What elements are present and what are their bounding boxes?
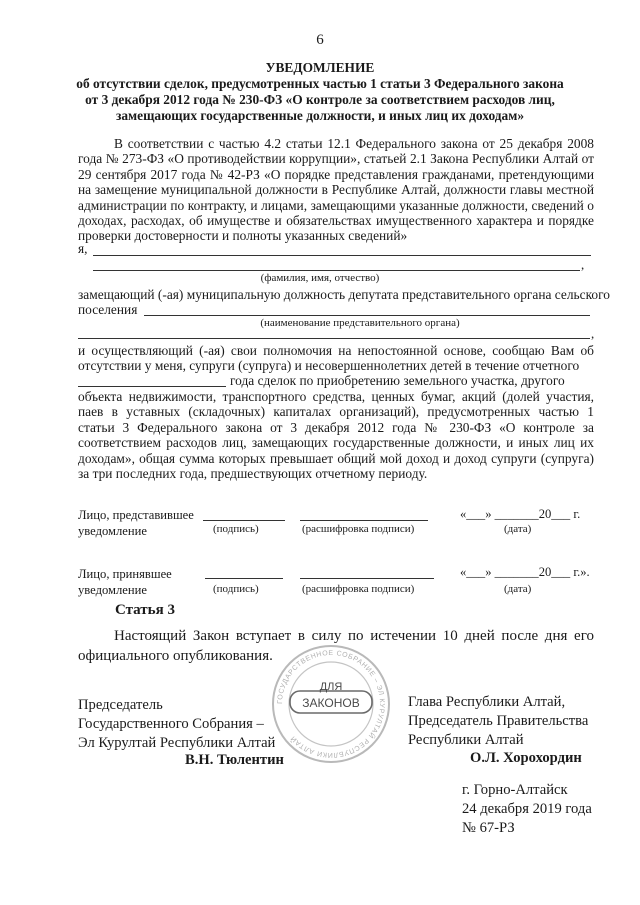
adoption-date: 24 декабря 2019 года [462,801,592,817]
official-stamp [270,643,392,765]
notice-subtitle-line-1: об отсутствии сделок, предусмотренных частью 1 статьи 3 Федерального закона [76,76,564,91]
submitter-signature-line [203,520,285,521]
left-signatory-line-1: Председатель [78,697,163,713]
receiver-caption-signature: (подпись) [213,583,259,595]
submitter-decode-line [300,520,428,521]
fio-comma: , [581,257,585,272]
left-signatory-line-2: Государственного Собрания – [78,716,264,732]
right-signatory-line-2: Председатель Правительства [408,713,589,729]
fio-line-2 [93,270,580,271]
submitter-label-1: Лицо, представившее [78,508,194,522]
caption-fio: (фамилия, имя, отчество) [260,272,380,284]
stamp-word-2: ЗАКОНОВ [302,696,360,710]
receiver-date: «___» _______20___ г.». [460,565,590,579]
position-line: замещающий (-ая) муниципальную должность депутата представительного органа сельского [78,287,610,302]
final-provision: Настоящий Закон вступает в силу по истечении 10 дней после дня его официального опубликования. [78,628,594,664]
place: г. Горно-Алтайск [462,782,568,798]
receiver-label-1: Лицо, принявшее [78,567,172,581]
stamp-word-1: ДЛЯ [319,681,343,693]
submitter-date: «___» _______20___ г. [460,507,581,521]
law-number: № 67-РЗ [462,820,515,836]
body-paragraph-part-1: и осуществляющий (-ая) свои полномочия на непостоянной основе, сообщаю Вам об отсутствии у меня, супруги (супруга) и несовершеннолетних детей в течение отчетного [78,343,594,374]
organ-comma: , [591,326,595,341]
submitter-caption-decode: (расшифровка подписи) [302,523,415,535]
receiver-label-2: уведомление [78,583,147,597]
ya-label: я, [78,241,88,256]
caption-organ: (наименование представительного органа) [260,317,460,329]
settlement-label: поселения [78,302,138,317]
notice-title: УВЕДОМЛЕНИЕ [265,60,375,75]
period-line [78,386,226,387]
page-number: 6 [316,32,324,48]
intro-paragraph: В соответствии с частью 4.2 статьи 12.1 Федерального закона от 25 декабря 2008 года № 273-ФЗ «О противодействии коррупции», статьей 2.1 Закона Республики Алтай от 29 сентября 2017 года № 42-РЗ «О порядке представления гражданами, претендующими на замещение муниципальной должности в Республике Алтай, должности главы местной администрации по контракту, и лицами, замещающими указанные должности, сведений о доходах, расходах, об имуществе и обязательствах имущественного характера и порядке проверки достоверности и полноты указанных сведений» [78,136,594,244]
article-heading: Статья 3 [115,602,175,618]
submitter-caption-signature: (подпись) [213,523,259,535]
left-signatory-line-3: Эл Курултай Республики Алтай [78,735,276,751]
right-signatory-name: О.Л. Хорохордин [470,750,582,766]
receiver-signature-line [205,578,283,579]
body-paragraph-part-2: года сделок по приобретению земельного участка, другого [230,373,565,388]
fio-line-1 [93,255,591,256]
notice-subtitle-line-2: от 3 декабря 2012 года № 230-ФЗ «О контроле за соответствием расходов лиц, [85,92,555,107]
left-signatory-name: В.Н. Тюлентин [185,752,284,768]
receiver-decode-line [300,578,434,579]
right-signatory-line-3: Республики Алтай [408,732,524,748]
organ-line-1 [144,315,590,316]
notice-subtitle-line-3: замещающих государственные должности, и иных лиц их доходам» [115,108,525,123]
right-signatory-line-1: Глава Республики Алтай, [408,694,566,710]
receiver-caption-decode: (расшифровка подписи) [302,583,415,595]
submitter-label-2: уведомление [78,524,147,538]
organ-line-2 [78,338,590,339]
receiver-caption-date: (дата) [504,583,532,595]
stamp-ring-text: ГОСУДАРСТВЕННОЕ СОБРАНИЕ – ЭЛ КУРУЛТАЙ РЕСПУБЛИКИ АЛТАЙ [276,649,386,759]
submitter-caption-date: (дата) [504,523,532,535]
body-paragraph-part-3: объекта недвижимости, транспортного средства, ценных бумаг, акций (долей участия, паев в уставных (складочных) капиталах организаций), предусмотренных частью 1 статьи 3 Федерального закона от 3 декабря 2012 года № 230-ФЗ «О контроле за соответствием расходов лиц, замещающих государственные должности, и иных лиц их доходам», общая сумма которых превышает общий мой доход и доход супруги (супруга) за три последних года, предшествующих отчетному периоду. [78,389,594,482]
